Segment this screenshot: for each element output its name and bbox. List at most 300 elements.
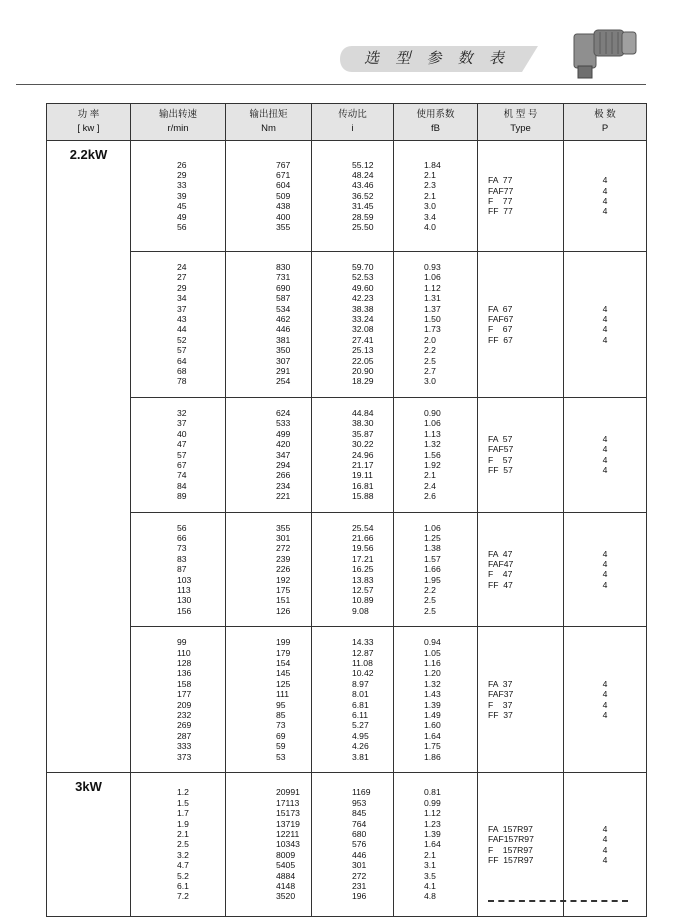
cell-value: 24 bbox=[177, 262, 187, 272]
ratio-column bbox=[312, 512, 394, 627]
cell-value: 78 bbox=[177, 376, 187, 387]
cell-value: 2.1 bbox=[424, 169, 436, 180]
cell-value: 136 bbox=[177, 668, 192, 679]
cell-value: 4.1 bbox=[424, 880, 436, 891]
cell-value: 347 bbox=[276, 449, 291, 460]
cell-value: 1.31 bbox=[424, 293, 441, 304]
cell-value: 5.27 bbox=[352, 720, 369, 731]
cell-value: 1.50 bbox=[424, 314, 441, 325]
cell-value: 151 bbox=[276, 595, 291, 606]
cell-value: 128 bbox=[177, 658, 192, 668]
cell-value: 2.2 bbox=[424, 345, 436, 356]
cell-value: 438 bbox=[276, 201, 291, 212]
ratio-column bbox=[312, 397, 394, 512]
cell-value: 53 bbox=[276, 751, 286, 762]
cell-value: 294 bbox=[276, 459, 291, 470]
cell-value: 1.73 bbox=[424, 324, 441, 335]
cell-value: 1.49 bbox=[424, 710, 441, 721]
cell-value: 25.13 bbox=[352, 345, 374, 356]
cell-value: 34 bbox=[177, 293, 187, 304]
cell-value: 192 bbox=[276, 574, 291, 585]
cell-value: 73 bbox=[276, 720, 286, 731]
cell-value: FAF47 bbox=[488, 558, 514, 569]
cell-value: 4.8 bbox=[424, 891, 436, 902]
cell-value: 145 bbox=[276, 668, 291, 679]
table-row bbox=[47, 141, 647, 252]
cell-value: 4 bbox=[602, 433, 608, 444]
cell-value: 66 bbox=[177, 532, 187, 543]
cell-value: FF 57 bbox=[488, 465, 513, 476]
service-factor-column bbox=[394, 397, 478, 512]
cell-value: 30.22 bbox=[352, 439, 374, 450]
cell-value: 239 bbox=[276, 553, 291, 564]
service-factor-column bbox=[394, 512, 478, 627]
ratio-column bbox=[312, 773, 394, 917]
cell-value: 28.59 bbox=[352, 211, 374, 222]
type-column bbox=[478, 141, 564, 252]
cell-value: 19.11 bbox=[352, 470, 373, 481]
cell-value: 87 bbox=[177, 564, 187, 575]
cell-value: 4.7 bbox=[177, 860, 189, 871]
cell-value: 1.38 bbox=[424, 543, 441, 554]
cell-value: 25.50 bbox=[352, 222, 374, 233]
cell-value: 83 bbox=[177, 553, 187, 564]
cell-value: 38.30 bbox=[352, 418, 374, 429]
header-service-factor: 使用系数 fB bbox=[394, 104, 478, 141]
cell-value: 130 bbox=[177, 595, 192, 606]
cell-value: 4 bbox=[602, 569, 608, 580]
service-factor-column bbox=[394, 627, 478, 773]
cell-value: 5.2 bbox=[177, 870, 189, 881]
cell-value: 1.20 bbox=[424, 668, 441, 679]
cell-value: 4 bbox=[602, 548, 608, 559]
poles-column bbox=[564, 252, 647, 398]
cell-value: F 157R97 bbox=[488, 844, 533, 855]
cell-value: 1.86 bbox=[424, 751, 441, 762]
cell-value: 48.24 bbox=[352, 169, 374, 180]
cell-value: 15173 bbox=[276, 808, 300, 819]
cell-value: 45 bbox=[177, 201, 187, 212]
cell-value: 4 bbox=[602, 579, 608, 590]
cell-value: 67 bbox=[177, 459, 187, 470]
cell-value: 49 bbox=[177, 211, 187, 222]
cell-value: 13.83 bbox=[352, 574, 374, 585]
cell-value: 21.66 bbox=[352, 532, 374, 543]
footer-dash-line bbox=[488, 900, 628, 902]
cell-value: 232 bbox=[177, 710, 192, 721]
cell-value: 39 bbox=[177, 190, 187, 201]
cell-value: 4 bbox=[602, 324, 608, 335]
cell-value: 179 bbox=[276, 647, 291, 658]
cell-value: 22.05 bbox=[352, 355, 374, 366]
cell-value: 4884 bbox=[276, 870, 296, 881]
cell-value: 4 bbox=[602, 175, 608, 186]
cell-value: 74 bbox=[177, 470, 187, 481]
cell-value: 0.90 bbox=[424, 407, 441, 418]
cell-value: 11.08 bbox=[352, 658, 373, 668]
cell-value: 36.52 bbox=[352, 190, 374, 201]
cell-value: 4 bbox=[602, 689, 608, 700]
cell-value: 1.64 bbox=[424, 839, 441, 850]
cell-value: 2.1 bbox=[177, 828, 189, 839]
cell-value: 1.57 bbox=[424, 553, 441, 564]
type-column bbox=[478, 252, 564, 398]
speed-column bbox=[131, 512, 226, 627]
header-type: 机 型 号 Type bbox=[478, 104, 564, 141]
cell-value: 1.84 bbox=[424, 159, 441, 170]
torque-column bbox=[226, 627, 312, 773]
cell-value: 126 bbox=[276, 605, 291, 616]
cell-value: 462 bbox=[276, 314, 291, 325]
speed-column bbox=[131, 773, 226, 917]
cell-value: 1.2 bbox=[177, 787, 189, 798]
cell-value: 272 bbox=[352, 870, 367, 881]
banner-divider bbox=[16, 84, 646, 85]
cell-value: 1.92 bbox=[424, 459, 441, 470]
cell-value: 2.2 bbox=[424, 584, 436, 595]
cell-value: 59 bbox=[276, 741, 286, 752]
cell-value: 3.1 bbox=[424, 860, 436, 871]
speed-column bbox=[131, 397, 226, 512]
cell-value: 56 bbox=[177, 222, 187, 233]
cell-value: 333 bbox=[177, 741, 192, 752]
cell-value: 604 bbox=[276, 180, 291, 191]
cell-value: 2.1 bbox=[424, 849, 436, 860]
cell-value: 3.81 bbox=[352, 751, 369, 762]
cell-value: 420 bbox=[276, 439, 291, 450]
cell-value: 17113 bbox=[276, 797, 300, 808]
cell-value: 1.16 bbox=[424, 658, 441, 668]
cell-value: 1.64 bbox=[424, 730, 441, 741]
poles-column bbox=[564, 627, 647, 773]
cell-value: 953 bbox=[352, 797, 367, 808]
cell-value: 2.1 bbox=[424, 190, 436, 201]
cell-value: 1.06 bbox=[424, 272, 441, 283]
table-row bbox=[47, 397, 647, 512]
cell-value: 231 bbox=[352, 880, 367, 891]
cell-value: 3.0 bbox=[424, 201, 436, 212]
cell-value: 4 bbox=[602, 854, 608, 865]
cell-value: 1.5 bbox=[177, 797, 189, 808]
cell-value: 301 bbox=[276, 532, 291, 543]
cell-value: 25.54 bbox=[352, 522, 374, 533]
cell-value: 103 bbox=[177, 574, 192, 585]
cell-value: FAF37 bbox=[488, 689, 514, 700]
cell-value: 301 bbox=[352, 860, 367, 871]
cell-value: 17.21 bbox=[352, 553, 374, 564]
table-row bbox=[47, 773, 647, 917]
cell-value: 4.95 bbox=[352, 730, 369, 741]
cell-value: 3.4 bbox=[424, 211, 436, 222]
poles-column bbox=[564, 397, 647, 512]
cell-value: 509 bbox=[276, 190, 291, 201]
cell-value: 4 bbox=[602, 444, 608, 455]
cell-value: 287 bbox=[177, 730, 192, 741]
cell-value: 177 bbox=[177, 689, 192, 700]
cell-value: 85 bbox=[276, 710, 286, 721]
cell-value: 154 bbox=[276, 658, 291, 668]
cell-value: 587 bbox=[276, 293, 291, 304]
cell-value: 0.81 bbox=[424, 787, 441, 798]
table-row bbox=[47, 512, 647, 627]
service-factor-column bbox=[394, 252, 478, 398]
cell-value: 19.56 bbox=[352, 543, 374, 554]
cell-value: 5405 bbox=[276, 860, 296, 871]
cell-value: F 67 bbox=[488, 324, 513, 335]
cell-value: 64 bbox=[177, 355, 187, 366]
cell-value: 158 bbox=[177, 678, 192, 689]
cell-value: 1.60 bbox=[424, 720, 441, 731]
cell-value: 49.60 bbox=[352, 282, 374, 293]
header-power: 功 率 [ kw ] bbox=[47, 104, 131, 141]
cell-value: 4 bbox=[602, 710, 608, 721]
cell-value: 446 bbox=[276, 324, 291, 335]
cell-value: 226 bbox=[276, 564, 291, 575]
cell-value: 6.11 bbox=[352, 710, 369, 721]
cell-value: 57 bbox=[177, 449, 187, 460]
cell-value: 1.37 bbox=[424, 303, 441, 314]
cell-value: 671 bbox=[276, 169, 291, 180]
cell-value: FA 57 bbox=[488, 433, 513, 444]
cell-value: 10343 bbox=[276, 839, 300, 850]
cell-value: 56 bbox=[177, 522, 187, 533]
type-column bbox=[478, 397, 564, 512]
cell-value: 29 bbox=[177, 169, 187, 180]
cell-value: 8009 bbox=[276, 849, 296, 860]
cell-value: 2.5 bbox=[424, 595, 436, 606]
cell-value: 196 bbox=[352, 891, 367, 902]
cell-value: 4 bbox=[602, 678, 608, 689]
speed-column bbox=[131, 252, 226, 398]
cell-value: 690 bbox=[276, 282, 291, 293]
cell-value: 52 bbox=[177, 334, 187, 345]
cell-value: 1.39 bbox=[424, 699, 441, 710]
cell-value: 1.66 bbox=[424, 564, 441, 575]
cell-value: 221 bbox=[276, 491, 291, 502]
cell-value: 12.57 bbox=[352, 584, 374, 595]
cell-value: 1.13 bbox=[424, 428, 441, 439]
cell-value: 2.5 bbox=[177, 839, 189, 850]
cell-value: 3520 bbox=[276, 891, 296, 902]
cell-value: FF 157R97 bbox=[488, 854, 534, 865]
cell-value: 4 bbox=[602, 834, 608, 845]
cell-value: 8.01 bbox=[352, 689, 369, 700]
page-banner bbox=[0, 0, 679, 100]
header-torque: 输出扭矩 Nm bbox=[226, 104, 312, 141]
cell-value: 209 bbox=[177, 699, 192, 710]
cell-value: FA 47 bbox=[488, 548, 513, 559]
cell-value: 731 bbox=[276, 272, 291, 283]
cell-value: 4.0 bbox=[424, 222, 436, 233]
cell-value: 1.56 bbox=[424, 449, 441, 460]
cell-value: 764 bbox=[352, 818, 367, 829]
cell-value: 4 bbox=[602, 699, 608, 710]
cell-value: 4 bbox=[602, 844, 608, 855]
gear-motor-icon bbox=[570, 22, 640, 84]
cell-value: 446 bbox=[352, 849, 367, 860]
torque-column bbox=[226, 512, 312, 627]
cell-value: 2.1 bbox=[424, 470, 436, 481]
cell-value: 43 bbox=[177, 314, 187, 325]
type-column bbox=[478, 512, 564, 627]
cell-value: 16.81 bbox=[352, 480, 374, 491]
cell-value: 68 bbox=[177, 366, 187, 377]
torque-column bbox=[226, 252, 312, 398]
cell-value: 2.3 bbox=[424, 180, 436, 191]
cell-value: 69 bbox=[276, 730, 286, 741]
cell-value: 3.5 bbox=[424, 870, 436, 881]
cell-value: FA 37 bbox=[488, 678, 513, 689]
cell-value: 125 bbox=[276, 678, 291, 689]
cell-value: FA 157R97 bbox=[488, 823, 533, 834]
cell-value: 9.08 bbox=[352, 605, 369, 616]
cell-value: 0.94 bbox=[424, 637, 441, 648]
cell-value: 13719 bbox=[276, 818, 300, 829]
cell-value: 44 bbox=[177, 324, 187, 335]
ratio-column bbox=[312, 627, 394, 773]
power-rating: 3kW bbox=[47, 773, 131, 917]
cell-value: 381 bbox=[276, 334, 291, 345]
cell-value: 47 bbox=[177, 439, 187, 450]
cell-value: 16.25 bbox=[352, 564, 374, 575]
cell-value: 33.24 bbox=[352, 314, 374, 325]
cell-value: 6.81 bbox=[352, 699, 369, 710]
cell-value: FA 77 bbox=[488, 175, 513, 186]
cell-value: 55.12 bbox=[352, 159, 374, 170]
cell-value: 767 bbox=[276, 159, 291, 170]
cell-value: 1.32 bbox=[424, 678, 441, 689]
cell-value: 4.26 bbox=[352, 741, 369, 752]
cell-value: 1.9 bbox=[177, 818, 189, 829]
cell-value: 2.5 bbox=[424, 605, 436, 616]
cell-value: FF 47 bbox=[488, 579, 513, 590]
cell-value: 830 bbox=[276, 262, 291, 272]
table-row bbox=[47, 252, 647, 398]
cell-value: 199 bbox=[276, 637, 291, 648]
cell-value: F 47 bbox=[488, 569, 513, 580]
header-ratio: 传动比 i bbox=[312, 104, 394, 141]
cell-value: 0.93 bbox=[424, 262, 441, 272]
cell-value: 1.32 bbox=[424, 439, 441, 450]
cell-value: F 57 bbox=[488, 454, 513, 465]
cell-value: 680 bbox=[352, 828, 367, 839]
cell-value: 4 bbox=[602, 558, 608, 569]
cell-value: 26 bbox=[177, 159, 187, 170]
cell-value: 10.89 bbox=[352, 595, 374, 606]
table-header-row bbox=[47, 104, 647, 141]
cell-value: 99 bbox=[177, 637, 187, 648]
cell-value: FF 77 bbox=[488, 206, 513, 217]
cell-value: 1.39 bbox=[424, 828, 441, 839]
cell-value: 845 bbox=[352, 808, 367, 819]
poles-column bbox=[564, 512, 647, 627]
service-factor-column bbox=[394, 141, 478, 252]
poles-column bbox=[564, 141, 647, 252]
cell-value: 95 bbox=[276, 699, 286, 710]
cell-value: 12.87 bbox=[352, 647, 374, 658]
cell-value: 1.7 bbox=[177, 808, 189, 819]
cell-value: FAF67 bbox=[488, 314, 514, 325]
cell-value: 272 bbox=[276, 543, 291, 554]
cell-value: 373 bbox=[177, 751, 192, 762]
cell-value: 21.17 bbox=[352, 459, 374, 470]
cell-value: 576 bbox=[352, 839, 367, 850]
cell-value: 27 bbox=[177, 272, 187, 283]
cell-value: 89 bbox=[177, 491, 187, 502]
cell-value: 1.25 bbox=[424, 532, 441, 543]
cell-value: 1.95 bbox=[424, 574, 441, 585]
cell-value: F 37 bbox=[488, 699, 513, 710]
cell-value: 2.7 bbox=[424, 366, 436, 377]
speed-column bbox=[131, 141, 226, 252]
cell-value: 1.06 bbox=[424, 522, 441, 533]
cell-value: 27.41 bbox=[352, 334, 374, 345]
cell-value: 6.1 bbox=[177, 880, 189, 891]
cell-value: 32 bbox=[177, 407, 187, 418]
selection-parameter-table bbox=[46, 103, 647, 917]
torque-column bbox=[226, 141, 312, 252]
table-row bbox=[47, 627, 647, 773]
cell-value: 73 bbox=[177, 543, 187, 554]
cell-value: 2.6 bbox=[424, 491, 436, 502]
cell-value: FAF57 bbox=[488, 444, 514, 455]
cell-value: 14.33 bbox=[352, 637, 374, 648]
cell-value: 2.0 bbox=[424, 334, 436, 345]
cell-value: 4 bbox=[602, 334, 608, 345]
cell-value: 355 bbox=[276, 222, 291, 233]
cell-value: 0.99 bbox=[424, 797, 441, 808]
cell-value: 24.96 bbox=[352, 449, 374, 460]
cell-value: 1169 bbox=[352, 787, 371, 798]
cell-value: 52.53 bbox=[352, 272, 374, 283]
cell-value: 110 bbox=[177, 647, 191, 658]
cell-value: 4 bbox=[602, 196, 608, 206]
cell-value: 254 bbox=[276, 376, 291, 387]
cell-value: 10.42 bbox=[352, 668, 374, 679]
cell-value: 1.75 bbox=[424, 741, 441, 752]
cell-value: 291 bbox=[276, 366, 291, 377]
cell-value: 156 bbox=[177, 605, 192, 616]
cell-value: 18.29 bbox=[352, 376, 374, 387]
cell-value: 1.06 bbox=[424, 418, 441, 429]
cell-value: 20991 bbox=[276, 787, 300, 798]
header-poles: 极 数 P bbox=[564, 104, 647, 141]
cell-value: FA 67 bbox=[488, 303, 513, 314]
cell-value: 234 bbox=[276, 480, 291, 491]
cell-value: 12211 bbox=[276, 828, 300, 839]
cell-value: 4 bbox=[602, 314, 608, 325]
power-rating: 2.2kW bbox=[47, 141, 131, 773]
cell-value: 111 bbox=[276, 689, 290, 700]
cell-value: FAF77 bbox=[488, 185, 514, 196]
cell-value: 4148 bbox=[276, 880, 296, 891]
cell-value: 534 bbox=[276, 303, 291, 314]
type-column bbox=[478, 627, 564, 773]
service-factor-column bbox=[394, 773, 478, 917]
type-column bbox=[478, 773, 564, 917]
cell-value: 400 bbox=[276, 211, 291, 222]
cell-value: 42.23 bbox=[352, 293, 374, 304]
cell-value: 37 bbox=[177, 418, 187, 429]
cell-value: 266 bbox=[276, 470, 291, 481]
cell-value: 4 bbox=[602, 185, 608, 196]
cell-value: 7.2 bbox=[177, 891, 189, 902]
cell-value: 33 bbox=[177, 180, 187, 191]
cell-value: 624 bbox=[276, 407, 291, 418]
cell-value: 37 bbox=[177, 303, 187, 314]
cell-value: 1.12 bbox=[424, 282, 441, 293]
cell-value: 533 bbox=[276, 418, 291, 429]
